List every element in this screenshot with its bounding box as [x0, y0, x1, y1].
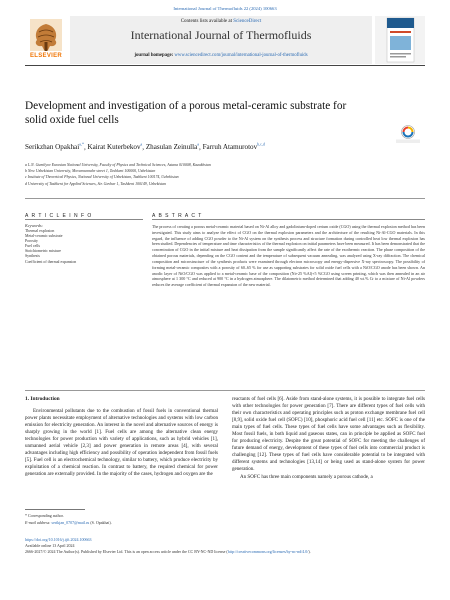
section-heading: 1. Introduction: [25, 396, 60, 402]
body-divider: [25, 390, 425, 391]
license-link[interactable]: http://creativecommons.org/licenses/by-nc-nd/4.0/: [227, 548, 309, 554]
keyword: Metal-ceramic substrate: [25, 234, 63, 239]
keywords-label: Keywords:: [25, 223, 43, 228]
affiliation: a L.N. Gumilyov Eurasian National University, Faculty of Physics and Technical Sciences, Astana 010008, Kazakhstan: [25, 163, 211, 167]
body-column-left: [25, 396, 218, 479]
article-title: Development and investigation of a porous metal-ceramic substrate for solid oxide fuel cells: [25, 100, 347, 126]
body-column-right: [232, 396, 425, 481]
author-list: Serikzhan Opakhai$^{a,*}$, Kairat Kuterbekov$^a$, Zhasulan Zeinulla$^a$, Farruh Atamurotov$^{b,c,d}$: [25, 142, 265, 152]
author[interactable]: Farruh Atamurotov$^{b,c,d}$: [202, 142, 265, 152]
author[interactable]: Zhasulan Zeinulla$^a$: [145, 142, 200, 152]
journal-homepage-line: [70, 53, 372, 58]
email-link[interactable]: serikjan_0707@mail.ru: [51, 520, 90, 525]
corresponding-footnote: [25, 512, 112, 526]
affiliation: b New Uzbekistan University, Movarounnahr street 1, Tashkent 100000, Uzbekistan: [25, 169, 156, 174]
sciencedirect-link[interactable]: ScienceDirect: [233, 19, 262, 24]
article-footer: [25, 537, 425, 555]
keyword: Stoichiometric mixture: [25, 249, 61, 254]
doi-link[interactable]: https://doi.org/10.1016/j.ijft.2024.100663: [25, 537, 92, 542]
author[interactable]: Kairat Kuterbekov$^a$: [87, 142, 143, 152]
keyword: Synthesis: [25, 254, 40, 259]
keyword: Coefficient of thermal expansion: [25, 259, 77, 264]
paragraph: reactants of fuel cells [6]. Aside from stand-alone systems, it is possible to integrate fuel cells with other technologies for power generation [7]. There are different types of fuel cells with their own characteristics and operating principles such as proton exchange membrane fuel cell [8,9], solid oxide fuel cell (SOFC) [10], phosphoric acid fuel cell [11] etc. SOFC is one of the main types of fuel cells. These types of fuel cells have some advantages such as flexibility. Most fossil fuels, in both liquid and gaseous states, can in principle be applied as SOFC fuel for producing electricity. Despite the great potential of SOFC for meeting the challenges of future demand of energy, development of these types of fuel cells into commercial product is challenging [12]. These types of fuel cells have considerable potential to be integrated with different systems and technologies [13,14] or being used as stand-alone system for power generation.: [232, 396, 425, 473]
keyword: Fuel cells: [25, 244, 41, 249]
availability-date: Available online 13 April 2024: [25, 542, 75, 548]
keyword: Porosity: [25, 239, 38, 244]
paragraph: An SOFC has three main components namely a porous cathode, a: [240, 473, 373, 480]
contents-prefix: Contents lists available at: [180, 19, 234, 24]
email-line: E-mail address: serikjan_0707@mail.ru (S. Opakhai).: [25, 520, 112, 525]
affiliation: d University of Tashkent for Applied Sciences, Str. Gavhar 1, Tashkent 100149, Uzbekistan: [25, 181, 166, 186]
paragraph: Environmental pollutants due to the combustion of fossil fuels in conventional thermal power plants necessitate employment of alternative technologies and systems with low carbon emission for electricity generation. An interest in the novel and alternative sources of energy is sharply growing in the world [1]. Fuel cells are among the alternative clean energy technologies for power production with variety of applications, such as hybrid vehicles [1], unmanned aerial vehicle [2,3] and power generation in remote areas [4], with several advantages including high efficiency and possibility of operation independent from fossil fuels [5]. Fuel cell is an electrochemical technology, similar to battery, which produce electricity by exploitation of a chemical reaction. In contrast to battery, the required chemical for power generation are externally provided. In the majority of the cases, hydrogen and oxygen are the: [25, 408, 218, 478]
homepage-label: journal homepage:: [134, 53, 175, 58]
header-divider: [25, 65, 425, 66]
keywords-list: [25, 229, 143, 265]
homepage-link[interactable]: www.sciencedirect.com/journal/international-journal-of-thermofluids: [174, 53, 308, 58]
running-header[interactable]: International Journal of Thermofluids 22 (2024) 100663: [173, 6, 277, 11]
affiliations: [25, 162, 425, 187]
footnote-rule: [25, 509, 85, 510]
contents-line: [70, 19, 372, 24]
author[interactable]: Serikzhan Opakhai$^{a,*}$: [25, 142, 84, 152]
section-divider: [25, 198, 425, 199]
journal-cover-thumbnail[interactable]: [375, 16, 425, 64]
license-line: 2666-2027/© 2024 The Author(s). Published by Elsevier Ltd. This is an open access article under the CC BY-NC-ND license (http://creativecommons.org/licenses/by-nc-nd/4.0/).: [25, 548, 311, 554]
journal-title: International Journal of Thermofluids: [130, 28, 312, 42]
keyword: Thermal explosion: [25, 229, 55, 233]
publisher-name: ELSEVIER: [29, 53, 63, 59]
affiliation: c Institute of Theoretical Physics, National University of Uzbekistan, Tashkent 100174, Uzbekistan: [25, 175, 179, 180]
corresponding-author-note: * Corresponding author.: [25, 513, 64, 518]
abstract-heading: A B S T R A C T: [152, 213, 203, 219]
abstract-text: The process of creating a porous metal-ceramic material based on Ni-Al alloy and gadolinium-doped cerium oxide (CGO) using the thermal explosion method has been investigated. This study aims to analyze the effect of CGO on the thermal explosion parameters and the architecture of the resulting Ni-Al-CGO materials. In this regard, the influence of adding CGO powder to the Ni-Al system on the synthesis process and structure formation during controlled heat low thermal explosion has been studied. Dependencies of temperature and time characteristics of the thermal explosion on initial parameters have been measured. It has been demonstrated that the concentration of CGO in the initial mixture and heat dissipation from the sample significantly affect the rate of the exothermic reaction. The phase composition of the obtained porous materials, depending on the CGO content and the temperature of subsequent vacuum annealing, was analyzed using X-ray diffraction. The chemical composition and microstructure of the synthesis products were examined through electron microscopy and energy-dispersive X-ray spectroscopy. The possibility of forming metal-ceramic composites with a porosity of 60–65 % for use as supporting substrates for solid oxide fuel cells with a NiO/CGO anode has been shown. An anodic layer of NiO/CGO was applied to a metal-ceramic base of the composition (Ni+25 %Al)+5 %CGO using screen printing, which was then annealed in an air atmosphere at 1 300 °C and reduced at 900 °C in a hydrogen atmosphere. The dilatometric method determined that adding 40 wt.% Cr to a mixture of Ni-Al powders reduces the average coefficient of thermal expansion of the new material.: [152, 224, 425, 288]
article-info-rule: [25, 219, 143, 220]
article-info-heading: A R T I C L E I N F O: [25, 213, 93, 219]
abstract-rule: [152, 219, 425, 220]
